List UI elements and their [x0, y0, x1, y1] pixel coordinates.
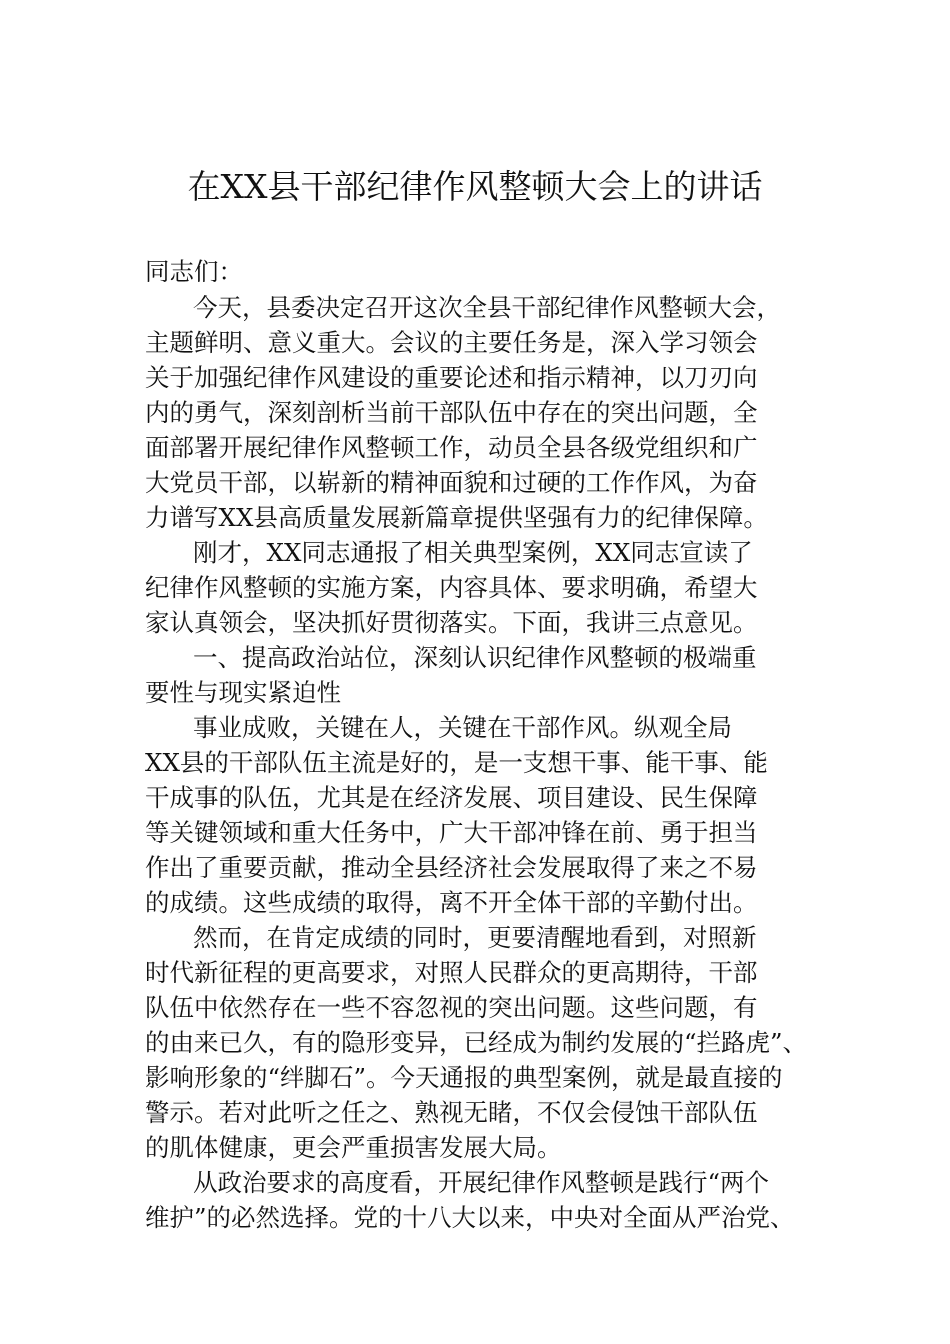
document-title: 在XX县干部纪律作风整顿大会上的讲话	[187, 167, 763, 206]
salutation: 同志们：	[145, 257, 243, 286]
paragraph-1-line-3: 关于加强纪律作风建设的重要论述和指示精神，以刀刃向	[145, 363, 758, 392]
paragraph-1-line-1: 今天，县委决定召开这次全县干部纪律作风整顿大会，	[193, 293, 781, 322]
paragraph-5-line-1: 从政治要求的高度看，开展纪律作风整顿是践行“两个	[193, 1168, 770, 1197]
paragraph-1-line-2: 主题鲜明、意义重大。会议的主要任务是，深入学习领会	[145, 328, 758, 357]
paragraph-3-line-6: 的成绩。这些成绩的取得，离不开全体干部的辛勤付出。	[145, 888, 758, 917]
paragraph-1-line-5: 面部署开展纪律作风整顿工作，动员全县各级党组织和广	[145, 433, 758, 462]
paragraph-3-line-4: 等关键领域和重大任务中，广大干部冲锋在前、勇于担当	[145, 818, 758, 847]
paragraph-3-line-1: 事业成败，关键在人，关键在干部作风。纵观全局	[193, 713, 732, 742]
paragraph-1-line-6: 大党员干部，以崭新的精神面貌和过硬的工作作风，为奋	[145, 468, 758, 497]
paragraph-1-line-4: 内的勇气，深刻剖析当前干部队伍中存在的突出问题，全	[145, 398, 758, 427]
section-heading-line-1: 一、提高政治站位，深刻认识纪律作风整顿的极端重	[193, 643, 757, 672]
paragraph-4-line-6: 警示。若对此听之任之、熟视无睹，不仅会侵蚀干部队伍	[145, 1098, 758, 1127]
paragraph-3-line-2: XX县的干部队伍主流是好的，是一支想干事、能干事、能	[145, 748, 768, 777]
paragraph-2-line-2: 纪律作风整顿的实施方案，内容具体、要求明确，希望大	[145, 573, 758, 602]
paragraph-2-line-3: 家认真领会，坚决抓好贯彻落实。下面，我讲三点意见。	[145, 608, 758, 637]
paragraph-2-line-1: 刚才，XX同志通报了相关典型案例，XX同志宣读了	[193, 538, 753, 567]
section-heading-line-2: 要性与现实紧迫性	[145, 678, 341, 707]
paragraph-4-line-5: 影响形象的“绊脚石”。今天通报的典型案例，就是最直接的	[145, 1063, 783, 1092]
paragraph-4-line-2: 时代新征程的更高要求，对照人民群众的更高期待，干部	[145, 958, 758, 987]
paragraph-4-line-3: 队伍中依然存在一些不容忽视的突出问题。这些问题，有	[145, 993, 758, 1022]
paragraph-4-line-4: 的由来已久，有的隐形变异，已经成为制约发展的“拦路虎”、	[145, 1028, 808, 1057]
paragraph-3-line-3: 干成事的队伍，尤其是在经济发展、项目建设、民生保障	[145, 783, 758, 812]
paragraph-4-line-7: 的肌体健康，更会严重损害发展大局。	[145, 1133, 562, 1162]
paragraph-1-line-7: 力谱写XX县高质量发展新篇章提供坚强有力的纪律保障。	[145, 503, 768, 532]
paragraph-5-line-2: 维护”的必然选择。党的十八大以来，中央对全面从严治党、	[145, 1203, 795, 1232]
paragraph-3-line-5: 作出了重要贡献，推动全县经济社会发展取得了来之不易	[145, 853, 758, 882]
paragraph-4-line-1: 然而，在肯定成绩的同时，更要清醒地看到，对照新	[193, 923, 757, 952]
